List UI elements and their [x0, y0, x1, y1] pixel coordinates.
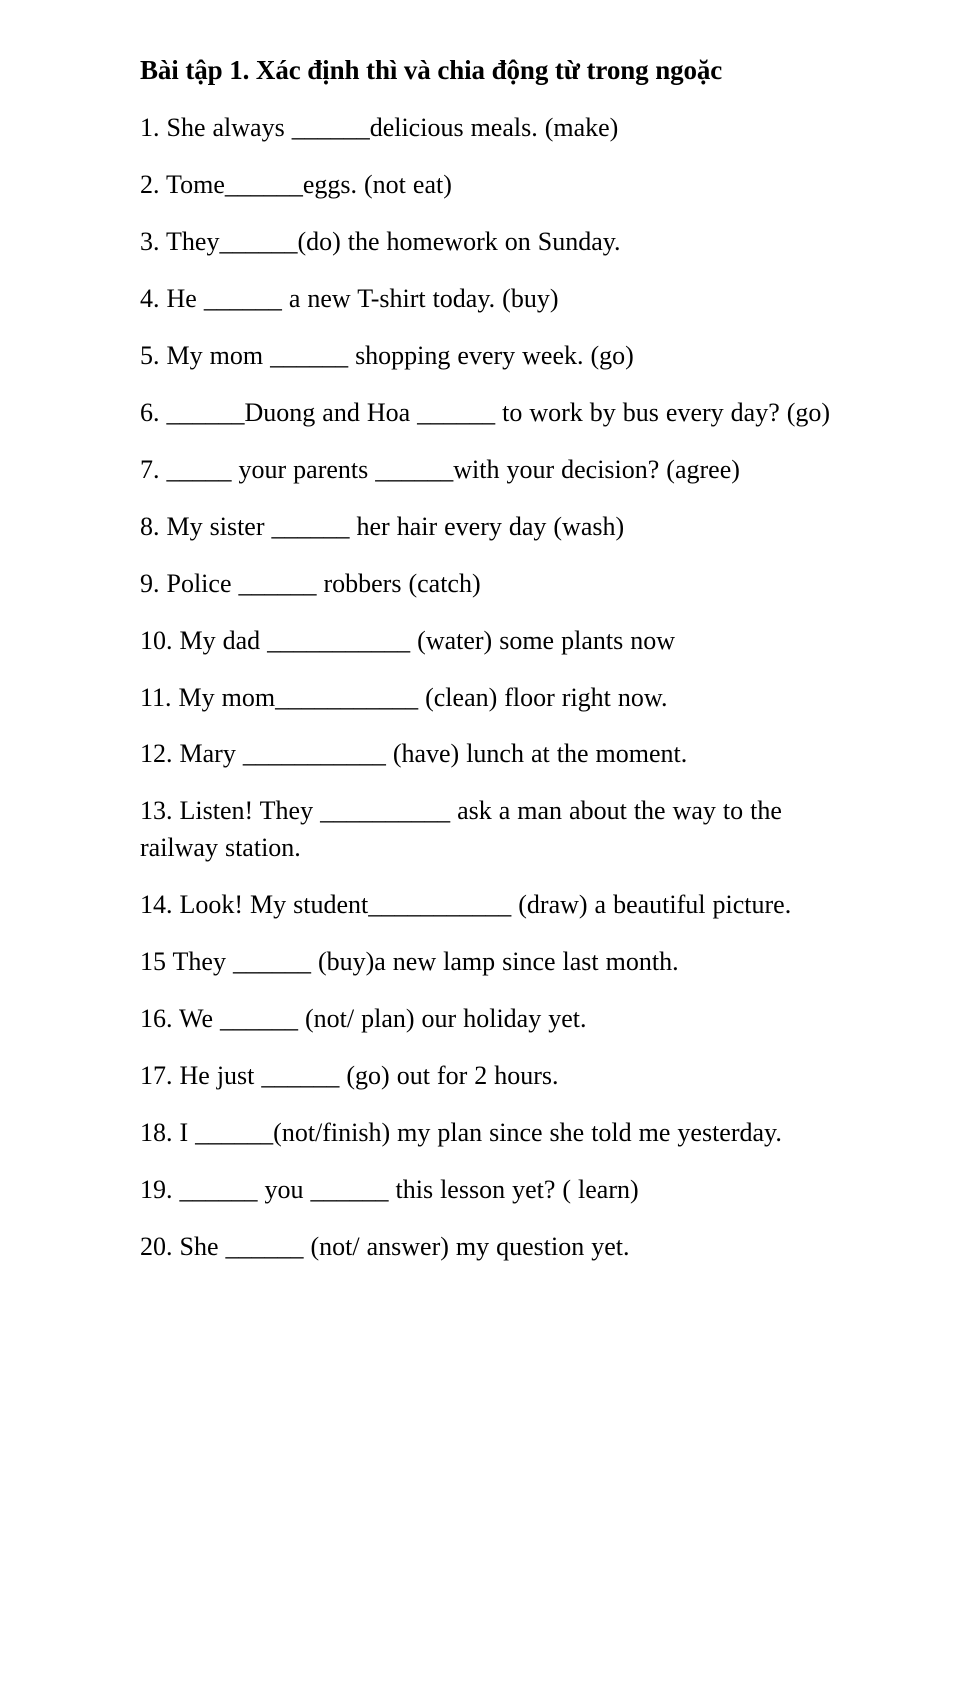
list-item: 14. Look! My student___________ (draw) a beautiful picture.: [140, 890, 792, 920]
list-item: 4. He ______ a new T-shirt today. (buy): [140, 284, 559, 314]
list-item: 12. Mary ___________ (have) lunch at the moment.: [140, 739, 688, 769]
list-item: 20. She ______ (not/ answer) my question yet.: [140, 1231, 630, 1261]
list-item: 3. They______(do) the homework on Sunday.: [140, 227, 621, 257]
exercise-list: [140, 110, 840, 1265]
list-item: 6. ______Duong and Hoa ______ to work by bus every day? (go): [140, 397, 831, 427]
list-item: 1. She always ______delicious meals. (make): [140, 113, 619, 143]
list-item: 8. My sister ______ her hair every day (wash): [140, 511, 625, 541]
list-item: 11. My mom___________ (clean) floor right now.: [140, 682, 668, 712]
list-item: 19. ______ you ______ this lesson yet? ( learn): [140, 1174, 639, 1204]
list-item: 13. Listen! They __________ ask a man about the way to the railway station.: [140, 796, 782, 863]
list-item: 9. Police ______ robbers (catch): [140, 568, 481, 598]
list-item: 16. We ______ (not/ plan) our holiday yet.: [140, 1003, 587, 1033]
list-item: 7. _____ your parents ______with your decision? (agree): [140, 454, 740, 484]
list-item: 5. My mom ______ shopping every week. (go): [140, 341, 634, 371]
list-item: 10. My dad ___________ (water) some plants now: [140, 625, 675, 655]
list-item: 2. Tome______eggs. (not eat): [140, 170, 452, 200]
list-item: 15 They ______ (buy)a new lamp since last month.: [140, 947, 679, 977]
list-item: 17. He just ______ (go) out for 2 hours.: [140, 1060, 559, 1090]
list-item: 18. I ______(not/finish) my plan since she told me yesterday.: [140, 1117, 782, 1147]
page-title: Bài tập 1. Xác định thì và chia động từ trong ngoặc: [140, 55, 723, 85]
